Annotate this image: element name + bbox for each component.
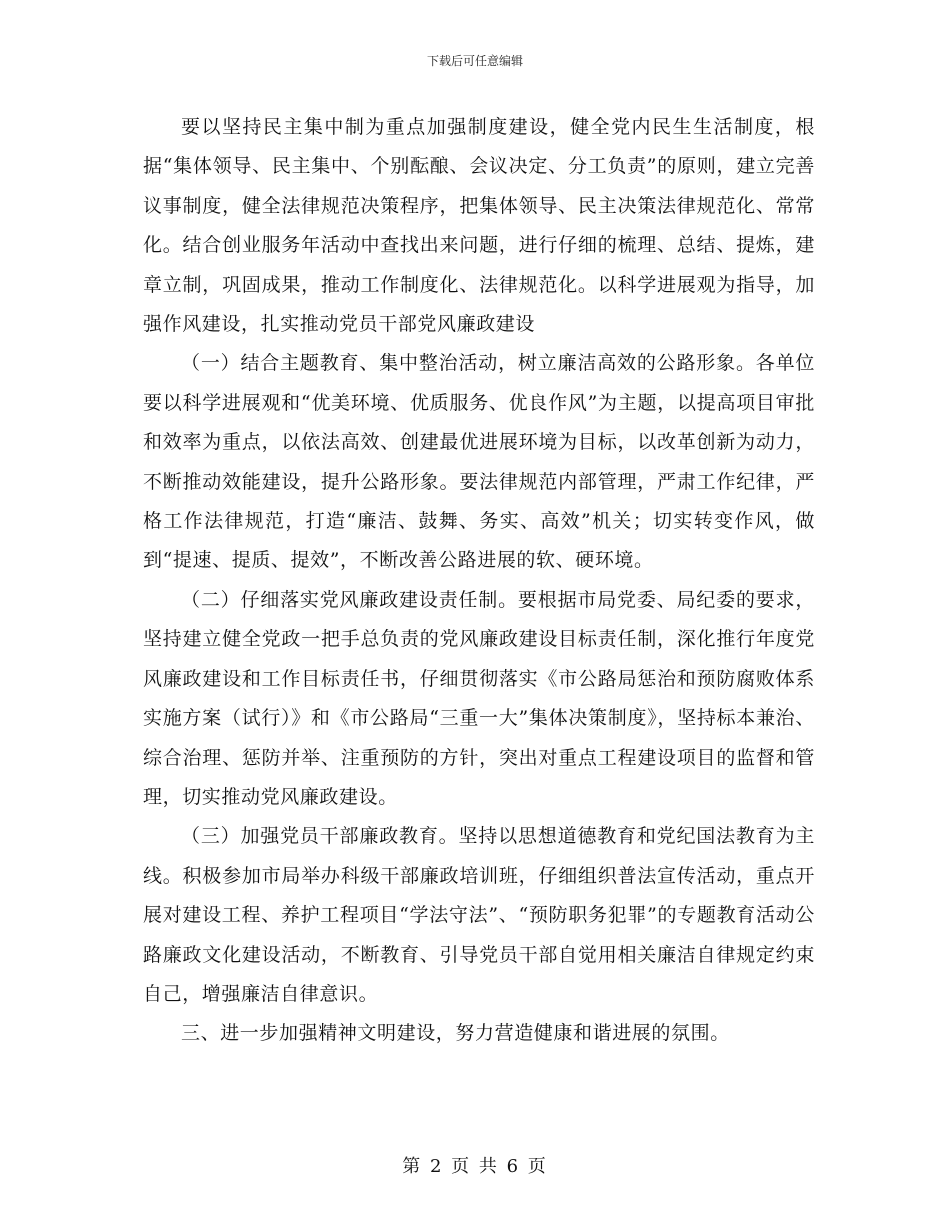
document-body bbox=[143, 108, 815, 1054]
page-number-footer: 第 2 页 共 6 页 bbox=[402, 1156, 548, 1177]
paragraph-heading-three: 三、进一步加强精神文明建设，努力营造健康和谐进展的氛围。 bbox=[181, 1022, 730, 1045]
paragraph-section-three: （三）加强党员干部廉政教育。坚持以思想道德教育和党纪国法教育为主线。积极参加市局举办科级干部廉政培训班，仔细组织普法宣传活动，重点开展对建设工程、养护工程项目“学法守法”、“预防职务犯罪”的专题教育活动公路廉政文化建设活动，不断教育、引导党员干部自觉用相关廉洁自律规定约束自己，增强廉洁自律意识。 bbox=[143, 825, 815, 1005]
page-header-note: 下载后可任意编辑 bbox=[426, 54, 523, 68]
paragraph-section-one: （一）结合主题教育、集中整治活动，树立廉洁高效的公路形象。各单位要以科学进展观和“优美环境、优质服务、优良作风”为主题，以提高项目审批和效率为重点，以依法高效、创建最优进展环境为目标，以改革创新为动力，不断推动效能建设，提升公路形象。要法律规范内部管理，严肃工作纪律，严格工作法律规范，打造“廉洁、鼓舞、务实、高效”机关；切实转变作风，做到“提速、提质、提效”，不断改善公路进展的软、硬环境。 bbox=[143, 352, 815, 572]
paragraph-section-two: （二）仔细落实党风廉政建设责任制。要根据市局党委、局纪委的要求，坚持建立健全党政一把手总负责的党风廉政建设目标责任制，深化推行年度党风廉政建设和工作目标责任书，仔细贯彻落实《市公路局惩治和预防腐败体系实施方案（试行）》和《市公路局“三重一大”集体决策制度》，坚持标本兼治、综合治理、惩防并举、注重预防的方针，突出对重点工程建设项目的监督和管理，切实推动党风廉政建设。 bbox=[143, 588, 815, 808]
paragraph-system-building: 要以坚持民主集中制为重点加强制度建设，健全党内民生生活制度，根据“集体领导、民主集中、个别酝酿、会议决定、分工负责”的原则，建立完善议事制度，健全法律规范决策程序，把集体领导、民主决策法律规范化、常常化。结合创业服务年活动中查找出来问题，进行仔细的梳理、总结、提炼，建章立制，巩固成果，推动工作制度化、法律规范化。以科学进展观为指导，加强作风建设，扎实推动党员干部党风廉政建设 bbox=[143, 116, 815, 336]
